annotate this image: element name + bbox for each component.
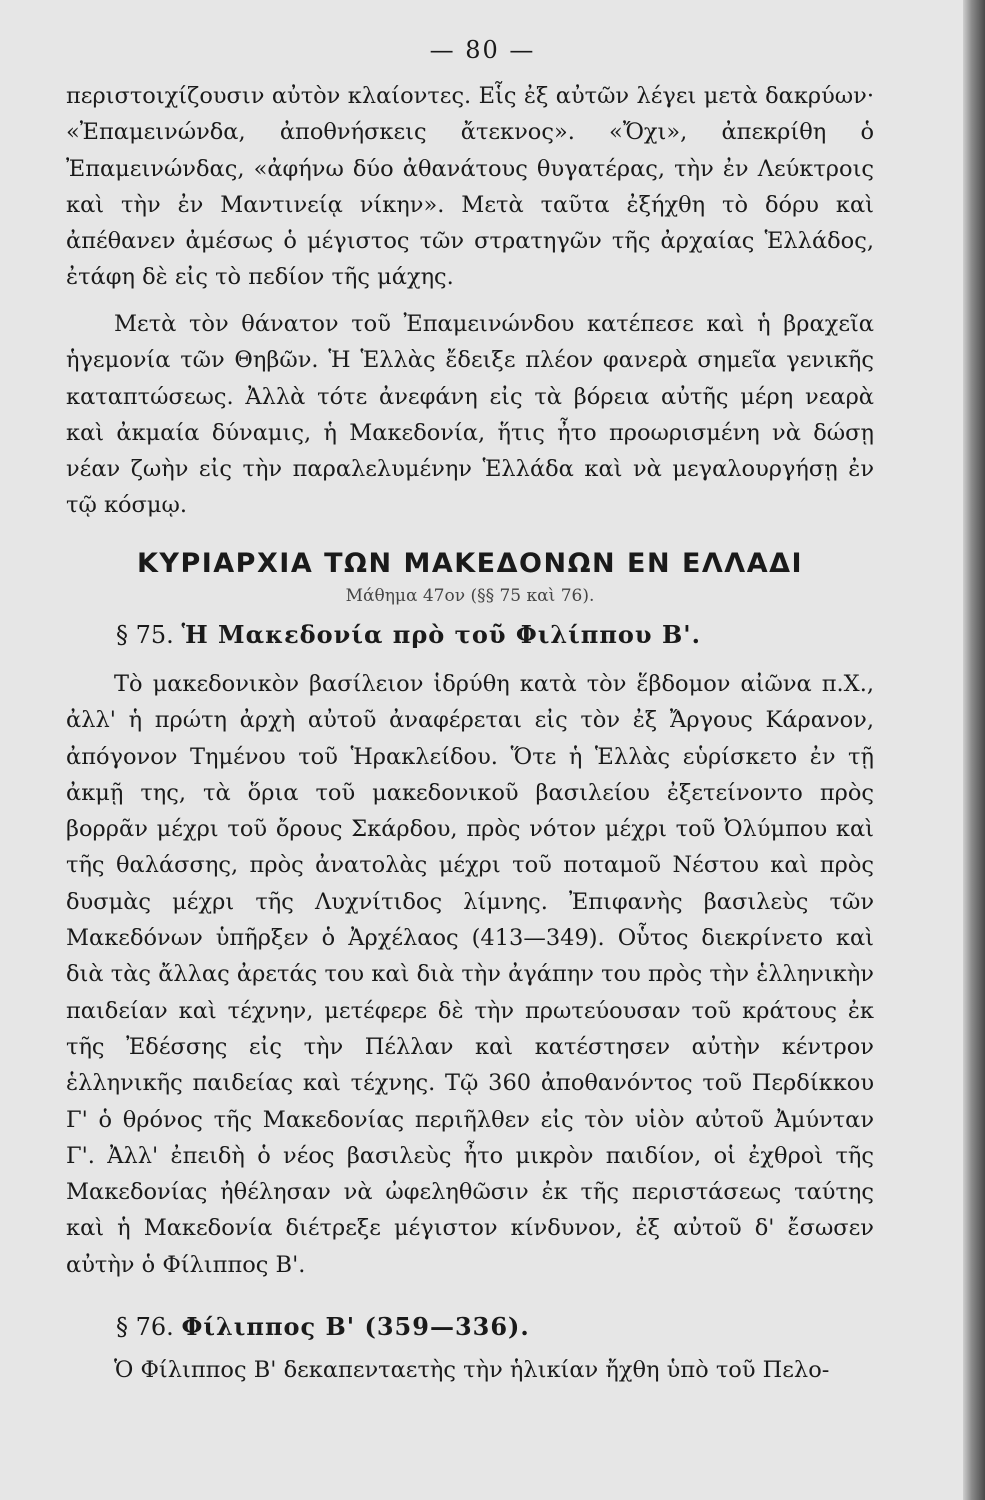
paragraph-decline-of-thebes	[66, 306, 874, 524]
section-75-body	[66, 666, 874, 1283]
chapter-heading: ΚΥΡΙΑΡΧΙΑ ΤΩΝ ΜΑΚΕΔΟΝΩΝ ΕΝ ΕΛΛΑΔΙ	[136, 548, 804, 579]
section-text: Ὁ Φίλιππος Β' δεκαπενταετὴς τὴν ἡλικίαν ἤχθη ὑπὸ τοῦ Πελο-	[114, 1357, 830, 1383]
section-text: Τὸ μακεδονικὸν βασίλειον ἱδρύθη κατὰ τὸν ἕβδομον αἰῶνα π.Χ., ἀλλ' ἡ πρώτη ἀρχὴ αὐτοῦ ἀναφέρεται εἰς τὸν ἐξ Ἄργους Κάρανον, ἀπόγονον Τημένου τοῦ Ἡρακλείδου. Ὅτε ἡ Ἑλλὰς εὑρίσκετο ἐν τῇ ἀκμῇ της, τὰ ὅρια τοῦ μακεδονικοῦ βασιλείου ἐξετείνοντο πρὸς βορρᾶν μέχρι τοῦ ὄρους Σκάρδου, πρὸς νότον μέχρι τοῦ Ὀλύμπου καὶ τῆς θαλάσσης, πρὸς ἀνατολὰς μέχρι τοῦ ποταμοῦ Νέστου καὶ πρὸς δυσμὰς μέχρι τῆς Λυχνίτιδος λίμνης. Ἐπιφανὴς βασιλεὺς τῶν Μακεδόνων ὑπῆρξεν ὁ Ἀρχέλαος (413—349). Οὗτος διεκρίνετο καὶ διὰ τὰς ἄλλας ἀρετάς του καὶ διὰ τὴν ἀγάπην του πρὸς τὴν ἑλληνικὴν παιδείαν καὶ τέχνην, μετέφερε δὲ τὴν πρωτεύουσαν τοῦ κράτους ἐκ τῆς Ἐδέσσης εἰς τὴν Πέλλαν καὶ κατέστησεν αὐτὴν κέντρον ἑλληνικῆς παιδείας καὶ τέχνης. Τῷ 360 ἀποθανόντος τοῦ Περδίκκου Γ' ὁ θρόνος τῆς Μακεδονίας περιῆλθεν εἰς τὸν υἱὸν αὐτοῦ Ἀμύνταν Γ'. Ἀλλ' ἐπειδὴ ὁ νέος βασιλεὺς ἦτο μικρὸν παιδίον, οἱ ἐχθροὶ τῆς Μακεδονίας ἠθέλησαν νὰ ὠφεληθῶσιν ἐκ τῆς περιστάσεως ταύτης καὶ ἡ Μακεδονία διέτρεξε μέγιστον κίνδυνον, ἐξ αὐτοῦ δ' ἔσωσεν αὐτὴν ὁ Φίλιππος Β'.	[66, 671, 874, 1278]
paragraph-text: περιστοιχίζουσιν αὐτὸν κλαίοντες. Εἷς ἐξ αὐτῶν λέγει μετὰ δακρύων· «Ἐπαμεινώνδα, ἀποθνήσκεις ἄτεκνος». «Ὄχι», ἀπεκρίθη ὁ Ἐπαμεινώνδας, «ἀφήνω δύο ἀθανάτους θυγατέρας, τὴν ἐν Λεύκτροις καὶ τὴν ἐν Μαντινείᾳ νίκην». Μετὰ ταῦτα ἐξήχθη τὸ δόρυ καὶ ἀπέθανεν ἀμέσως ὁ μέγιστος τῶν στρατηγῶν τῆς ἀρχαίας Ἑλλάδος, ἐτάφη δὲ εἰς τὸ πεδίον τῆς μάχης.	[66, 83, 874, 291]
section-title: Φίλιππος Β' (359—336).	[181, 1312, 530, 1341]
page-edge-shadow	[963, 0, 985, 1500]
section-76-heading	[66, 1312, 874, 1341]
section-title: Ἡ Μακεδονία πρὸ τοῦ Φιλίππου Β'.	[181, 620, 701, 649]
lesson-subheading: Μάθημα 47ον (§§ 75 καὶ 76).	[345, 586, 595, 606]
section-number: § 75.	[116, 621, 174, 649]
paragraph-epaminondas-death	[66, 78, 874, 296]
lesson-subheading-block	[66, 586, 874, 606]
section-75-heading	[66, 620, 874, 649]
section-number: § 76.	[116, 1313, 174, 1341]
paragraph-text: Μετὰ τὸν θάνατον τοῦ Ἐπαμεινώνδου κατέπεσε καὶ ἡ βραχεῖα ἡγεμονία τῶν Θηβῶν. Ἡ Ἑλλὰς ἔδειξε πλέον φανερὰ σημεῖα γενικῆς καταπτώσεως. Ἀλλὰ τότε ἀνεφάνη εἰς τὰ βόρεια αὐτῆς μέρη νεαρὰ καὶ ἀκμαία δύναμις, ἡ Μακεδονία, ἥτις ἦτο προωρισμένη νὰ δώσῃ νέαν ζωὴν εἰς τὴν παραλελυμένην Ἑλλάδα καὶ νὰ μεγαλουργήσῃ ἐν τῷ κόσμῳ.	[66, 311, 874, 519]
section-76-body	[66, 1352, 874, 1388]
page-number: — 80 —	[429, 36, 536, 64]
chapter-heading-block	[66, 548, 874, 579]
